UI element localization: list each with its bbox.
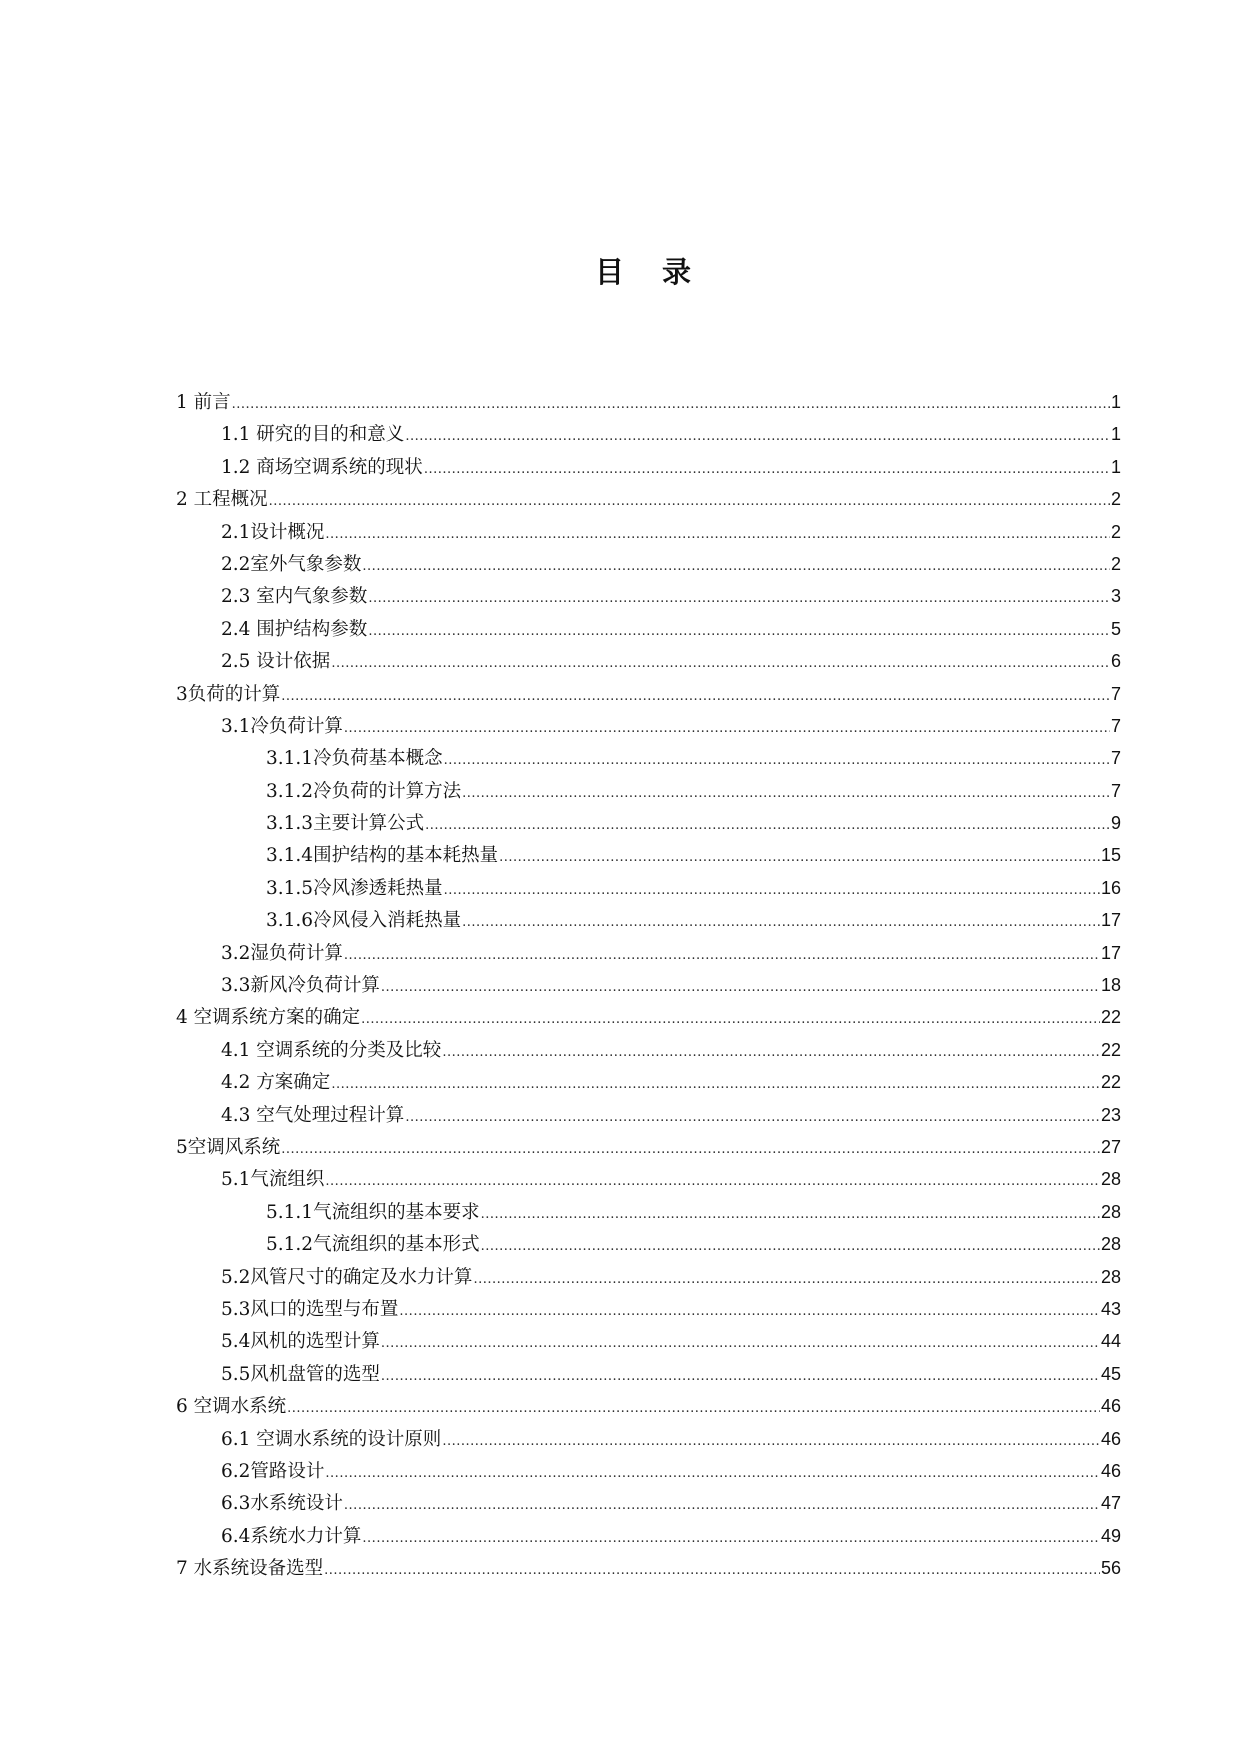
toc-entry[interactable]	[176, 386, 1121, 418]
dot-leader	[444, 745, 1110, 777]
toc-entry-label: 1.1 研究的目的和意义	[221, 424, 405, 446]
dot-leader	[405, 421, 1110, 453]
toc-entry-label: 2.4 围护结构参数	[221, 618, 368, 640]
dot-leader	[325, 519, 1110, 551]
toc-entry-page: 7	[1110, 780, 1121, 801]
dot-leader	[381, 1361, 1100, 1393]
dot-leader	[381, 1328, 1100, 1360]
toc-entry[interactable]	[176, 807, 1121, 839]
dot-leader	[499, 842, 1100, 874]
toc-entry-label: 6.3水系统设计	[221, 1493, 343, 1515]
toc-entry[interactable]	[176, 1034, 1121, 1066]
dot-leader	[331, 1069, 1100, 1101]
toc-entry-page: 23	[1100, 1104, 1121, 1125]
toc-entry-label: 5.3风口的选型与布置	[221, 1298, 399, 1320]
dot-leader	[344, 940, 1100, 972]
toc-entry-label: 5.1气流组织	[221, 1169, 325, 1191]
toc-entry-page: 2	[1110, 521, 1121, 542]
toc-entry-page: 2	[1110, 553, 1121, 574]
toc-entry[interactable]	[176, 775, 1121, 807]
toc-entry-label: 4.3 空气处理过程计算	[221, 1104, 405, 1126]
toc-entry-label: 4 空调系统方案的确定	[176, 1007, 361, 1029]
toc-entry[interactable]	[176, 678, 1121, 710]
toc-entry[interactable]	[176, 516, 1121, 548]
toc-entry-page: 17	[1100, 910, 1121, 931]
toc-entry[interactable]	[176, 969, 1121, 1001]
dot-leader	[232, 389, 1110, 421]
toc-entry-page: 16	[1100, 877, 1121, 898]
toc-entry-page: 28	[1100, 1201, 1121, 1222]
toc-entry-page: 28	[1100, 1266, 1121, 1287]
toc-entry[interactable]	[176, 1228, 1121, 1260]
toc-entry[interactable]	[176, 418, 1121, 450]
table-of-contents	[176, 386, 1121, 1584]
toc-entry[interactable]	[176, 1520, 1121, 1552]
toc-entry-label: 3.1冷负荷计算	[221, 715, 343, 737]
toc-entry-label: 5.1.1气流组织的基本要求	[266, 1201, 480, 1223]
toc-entry-label: 2.3 室内气象参数	[221, 586, 368, 608]
toc-entry-label: 5.5风机盘管的选型	[221, 1363, 380, 1385]
toc-entry-label: 3.1.3主要计算公式	[266, 813, 425, 835]
toc-entry[interactable]	[176, 1196, 1121, 1228]
dot-leader	[425, 810, 1110, 842]
toc-entry-label: 5.4风机的选型计算	[221, 1331, 380, 1353]
toc-entry-page: 45	[1100, 1363, 1121, 1384]
toc-entry-page: 22	[1100, 1039, 1121, 1060]
toc-entry-page: 7	[1110, 683, 1121, 704]
dot-leader	[362, 551, 1110, 583]
toc-entry[interactable]	[176, 1552, 1121, 1584]
toc-entry[interactable]	[176, 548, 1121, 580]
dot-leader	[368, 616, 1110, 648]
toc-entry-label: 1.2 商场空调系统的现状	[221, 456, 423, 478]
dot-leader	[462, 907, 1100, 939]
toc-entry-page: 2	[1110, 489, 1121, 510]
page-title: 目 录	[594, 255, 706, 289]
dot-leader	[281, 681, 1110, 713]
toc-entry[interactable]	[176, 710, 1121, 742]
toc-entry[interactable]	[176, 1325, 1121, 1357]
toc-entry-page: 1	[1110, 424, 1121, 445]
toc-entry-page: 46	[1100, 1428, 1121, 1449]
dot-leader	[442, 1037, 1100, 1069]
toc-entry-label: 6.4系统水力计算	[221, 1525, 362, 1547]
toc-entry-page: 17	[1100, 942, 1121, 963]
toc-entry[interactable]	[176, 1390, 1121, 1422]
toc-entry-page: 44	[1100, 1331, 1121, 1352]
toc-entry[interactable]	[176, 483, 1121, 515]
toc-entry[interactable]	[176, 1131, 1121, 1163]
toc-entry[interactable]	[176, 1455, 1121, 1487]
dot-leader	[481, 1199, 1100, 1231]
dot-leader	[462, 778, 1110, 810]
dot-leader	[361, 1004, 1100, 1036]
dot-leader	[344, 1490, 1100, 1522]
toc-entry[interactable]	[176, 1423, 1121, 1455]
toc-entry[interactable]	[176, 1099, 1121, 1131]
toc-entry-page: 46	[1100, 1396, 1121, 1417]
toc-entry-label: 6.1 空调水系统的设计原则	[221, 1428, 442, 1450]
dot-leader	[442, 1426, 1100, 1458]
toc-entry-page: 7	[1110, 715, 1121, 736]
dot-leader	[399, 1296, 1100, 1328]
toc-entry[interactable]	[176, 872, 1121, 904]
dot-leader	[473, 1264, 1100, 1296]
toc-entry-label: 6 空调水系统	[176, 1396, 287, 1418]
toc-entry-page: 5	[1110, 618, 1121, 639]
toc-entry[interactable]	[176, 839, 1121, 871]
toc-entry-label: 3负荷的计算	[176, 683, 281, 705]
toc-entry-label: 2.1设计概况	[221, 521, 325, 543]
toc-entry-page: 22	[1100, 1007, 1121, 1028]
toc-entry[interactable]	[176, 1487, 1121, 1519]
toc-entry-label: 3.1.1冷负荷基本概念	[266, 748, 443, 770]
toc-entry[interactable]	[176, 1358, 1121, 1390]
toc-entry-page: 46	[1100, 1460, 1121, 1481]
dot-leader	[344, 713, 1110, 745]
dot-leader	[325, 1458, 1100, 1490]
toc-entry-page: 9	[1110, 813, 1121, 834]
toc-entry-page: 43	[1100, 1298, 1121, 1319]
toc-entry-page: 47	[1100, 1493, 1121, 1514]
toc-entry[interactable]	[176, 937, 1121, 969]
toc-entry-label: 3.1.5冷风渗透耗热量	[266, 877, 443, 899]
toc-entry-label: 2.5 设计依据	[221, 651, 331, 673]
dot-leader	[281, 1134, 1100, 1166]
toc-entry-label: 2 工程概况	[176, 489, 268, 511]
toc-entry-page: 18	[1100, 975, 1121, 996]
toc-entry-label: 3.1.6冷风侵入消耗热量	[266, 910, 462, 932]
toc-entry[interactable]	[176, 645, 1121, 677]
dot-leader	[287, 1393, 1100, 1425]
dot-leader	[324, 1555, 1100, 1587]
toc-entry-label: 5空调风系统	[176, 1136, 281, 1158]
toc-entry-label: 5.2风管尺寸的确定及水力计算	[221, 1266, 473, 1288]
toc-entry-page: 28	[1100, 1169, 1121, 1190]
dot-leader	[405, 1102, 1100, 1134]
dot-leader	[381, 972, 1100, 1004]
toc-entry-page: 6	[1110, 651, 1121, 672]
toc-entry[interactable]	[176, 1261, 1121, 1293]
dot-leader	[424, 454, 1110, 486]
toc-entry-label: 4.1 空调系统的分类及比较	[221, 1039, 442, 1061]
toc-entry-label: 5.1.2气流组织的基本形式	[266, 1234, 480, 1256]
toc-entry[interactable]	[176, 1066, 1121, 1098]
toc-entry[interactable]	[176, 742, 1121, 774]
dot-leader	[325, 1166, 1100, 1198]
toc-entry-label: 3.3新风冷负荷计算	[221, 975, 380, 997]
dot-leader	[362, 1523, 1100, 1555]
toc-entry-page: 22	[1100, 1072, 1121, 1093]
toc-entry[interactable]	[176, 1293, 1121, 1325]
dot-leader	[368, 583, 1110, 615]
dot-leader	[331, 648, 1110, 680]
toc-entry-label: 7 水系统设备选型	[176, 1558, 324, 1580]
toc-entry-page: 28	[1100, 1234, 1121, 1255]
toc-entry-page: 7	[1110, 748, 1121, 769]
toc-entry-page: 56	[1100, 1558, 1121, 1579]
toc-entry-label: 4.2 方案确定	[221, 1072, 331, 1094]
toc-entry[interactable]	[176, 613, 1121, 645]
toc-entry-page: 49	[1100, 1525, 1121, 1546]
toc-entry-page: 27	[1100, 1136, 1121, 1157]
dot-leader	[481, 1231, 1100, 1263]
toc-entry-label: 3.1.4围护结构的基本耗热量	[266, 845, 499, 867]
toc-entry-label: 3.1.2冷负荷的计算方法	[266, 780, 462, 802]
toc-entry-page: 1	[1110, 392, 1121, 412]
toc-entry-label: 3.2湿负荷计算	[221, 942, 343, 964]
toc-entry-label: 2.2室外气象参数	[221, 553, 362, 575]
toc-entry-page: 1	[1110, 456, 1121, 477]
toc-entry[interactable]	[176, 1001, 1121, 1033]
toc-entry[interactable]	[176, 904, 1121, 936]
toc-entry-page: 15	[1100, 845, 1121, 866]
toc-entry-page: 3	[1110, 586, 1121, 607]
dot-leader	[444, 875, 1100, 907]
toc-entry[interactable]	[176, 1163, 1121, 1195]
toc-entry-label: 6.2管路设计	[221, 1460, 325, 1482]
toc-entry-label: 1 前言	[176, 392, 231, 413]
dot-leader	[269, 486, 1110, 518]
toc-entry[interactable]	[176, 451, 1121, 483]
toc-entry[interactable]	[176, 580, 1121, 612]
